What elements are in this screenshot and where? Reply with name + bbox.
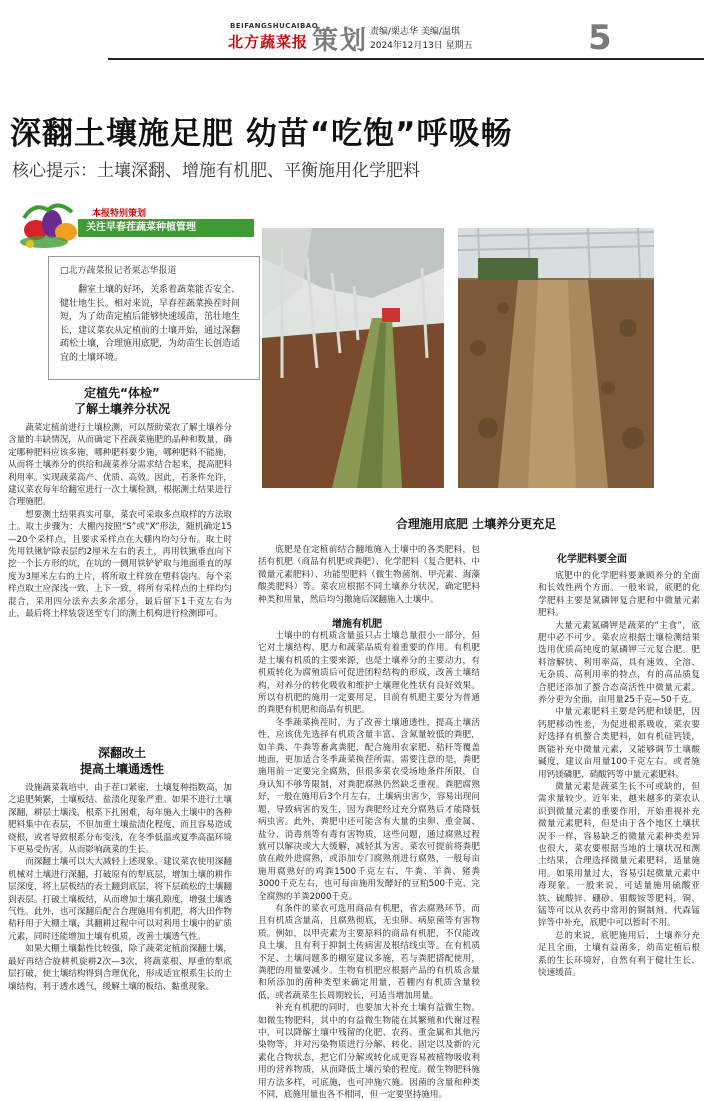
paper-pinyin: BEIFANGSHUCAIBAO	[230, 22, 319, 30]
section-heading-base-fertilizer: 合理施用底肥 土壤养分更充足	[395, 517, 557, 531]
base-fertilizer-intro	[258, 544, 480, 608]
paragraph: 有条件的菜农可选用商品有机肥，省去腐熟环节，而且有机质含量高，且腐熟彻底，无虫卵、病原菌等有害物质。例如，以甲壳素为主要原料的商品有机肥，不仅能改良土壤，且有利于抑制土传病害及根结线虫等。在有机质不足、土壤问题多的棚室建议多施，若与粪肥搭配使用，粪肥的用量要减少。生物有机肥应根据产品的有机质含量和所添加的菌种类型来确定用量，若棚内有机质含量较低，或者蔬菜生长周期较长，可适当增加用量。	[258, 903, 480, 1001]
deep-tilling-body	[8, 782, 232, 1060]
page-number: 5	[588, 18, 612, 58]
paragraph: 中量元素肥料主要是钙肥和镁肥，因钙肥移动性差，为促进根系吸收，菜农要好选择有机螯合类肥料，如有机硅钙镁，既能补充中微量元素，又能够调节土壤酸碱度，建议亩用量100千克左右。或者施用钙镁磷肥、硝酸钙等中量元素肥料。	[538, 707, 700, 780]
paragraph: 微量元素是蔬菜生长不可或缺的，但需求量较少。近年来，越来越多的菜农认识到微量元素的重要作用，开始重视补充微量元素肥料，但是由于各个地区土壤状况不一样，容易缺乏的微量元素种类差异也很大，菜农要根据当地的土壤状况和测土结果，合理选择微量元素肥料，适量施用。如果用量过大，容易引起微量元素中毒现象。一般来说，可适量施用硫酸亚铁、硫酸锌、硼砂、钼酸铵等肥料，铜、锰等可以从农药中常用的铜制剂、代森锰锌等中补充，底肥中可以暂时不用。	[538, 781, 700, 929]
organic-fertilizer-body	[258, 630, 480, 1101]
paragraph: 想要测土结果真实可靠，菜农可采取多点取样的方法取土。取土步骤为：大棚内按照“S”或“X”形法，随机确定15—20个采样点，且要求采样点在大棚内均匀分布。取土时先用铁锹铲除表层约2厘米左右的表土，再用铁锹垂直向下挖一个长方形的坑，在坑的一侧用铁铲铲取与地面垂直的厚度为3厘米左右的土片，将所取土样放在塑料袋内。每个采样点取土应深浅一致、上下一致，将所有采样点的土样均匀混合，采用四分法弃去多余部分，最后留下1千克左右为止，最后将土样装袋送至专门的测土机构进行检测即可。	[8, 509, 232, 620]
heading-line: 提高土壤通透性	[79, 762, 164, 776]
vegetables-illustration	[14, 200, 84, 252]
masthead	[0, 0, 708, 70]
series-banner: 关注早春茬蔬菜种植管理	[78, 219, 254, 237]
section-heading-soil-test	[22, 385, 222, 417]
section-heading-deep-tilling	[22, 745, 222, 777]
core-summary: 核心提示：土壤深翻、增施有机肥、平衡施用化学肥料	[12, 161, 420, 181]
masthead-rule	[108, 58, 704, 60]
soil-test-body	[8, 422, 232, 734]
paragraph: 大量元素氮磷钾是蔬菜的“主食”，底肥中必不可少。菜农应根据土壤检测结果选用优质高纯度的氮磷钾三元复合肥。肥料溶解快、利用率高，具有速效、全溶、无杂质、高利用率的特点，有的高品质复合肥还添加了螯合态高活性中微量元素。养分更为全面，亩用量25千克—50千克。	[538, 620, 700, 706]
paragraph: 土壤中的有机质含量虽只占土壤总量很小一部分，但它对土壤结构、肥力和蔬菜品质有着重要的作用。有机肥是土壤有机质的主要来源，也是土壤养分的主要动力，有机质转化为腐殖质后可促进团粒结构的形成，改善土壤结构，对养分的转化吸收和维护土壤理化性状有良好效果。所以有机肥的施用一定要用足，目前有机肥主要分为普通的粪肥有机肥和商品有机肥。	[258, 631, 480, 716]
special-report-label: 本报特别策划	[92, 209, 147, 219]
paragraph: 冬季蔬菜换茬时，为了改善土壤通透性，提高土壤活性，应该优先选择有机质含量丰富、含氮量较低的粪肥，如羊粪、牛粪等畜禽粪肥，配合施用农家肥、秸秆等覆盖地面，更加适合冬季蔬菜换茬所需。需要注意的是，粪肥施用前一定要完全腐熟，但很多菜农受场地条件所限，自身认知不够等限制，对粪肥腐熟仍然缺乏重视。粪肥腐熟好，一般在施用后3个月左右，土壤病虫害少，容易出现问题，导致病害的发生，因为粪肥经过充分腐熟后才能降低病虫害。此外，粪肥中还可能含有大量的虫卵、重金属、盐分、消毒剂等有毒有害物质，这些问题，通过腐熟过程就可以解决或大大缓解，减轻其为害。菜农可提前将粪肥放在敞外进腐熟，或添加专门腐熟剂进行腐熟，一般每亩施用腐熟好的鸡粪1500千克左右、牛粪、羊粪、猪粪3000千克左右，也可每亩施用发酵好的豆粕500千克、完全腐熟的羊粪2000千克。	[258, 717, 480, 902]
section-title: 策划	[312, 26, 369, 56]
page-headline: 深翻土壤施足肥 幼苗“吃饱”呼吸畅	[10, 116, 513, 152]
heading-line: 深翻改土	[97, 746, 146, 760]
intro-text: 翻室土壤的好坏，关系着蔬菜能否安全、健壮地生长。相对来说，早春茬蔬菜换茬时间短，为了幼苗定植后能够快速缓苗，茁壮地生长，建议菜农从定植前的土壤开始，通过深翻疏松土壤，合理施用底肥，为幼苗生长创造适宜的土壤环境。	[60, 285, 241, 363]
paragraph: 底肥是在定植前结合翻地施入土壤中的各类肥料，包括有机肥（商品有机肥或粪肥）、化学肥料（复合肥料、中微量元素肥料）、功能型肥料（微生物菌剂、甲壳素、海藻酸类肥料）等。菜农应根据不同土壤养分状况，确定肥料种类和用量，然后均匀撒施后深翻施入土壤中。	[258, 545, 480, 605]
subheading-chemical-fertilizer: 化学肥料要全面	[557, 554, 627, 565]
editor-credit: 责编/栗志华 美编/温琪	[370, 27, 460, 37]
greenhouse-tilling-photo	[262, 228, 444, 488]
paragraph: 补充有机肥的同时，也要加大补充土壤有益微生物。如微生物肥料，其中的有益微生物能在其繁殖和代谢过程中，可以降解土壤中残留的化肥、农药、重金属和其他污染物等，并对污染物质进行分解、转化、固定以及新的元素化合物状态，把它们分解或转化成更容易被植物吸收利用的营养物质，从而降低土壤污染的程度。微生物肥料施用方法多样，可底施，也可冲施穴施。因菌的含量和种类不同，底施用量也各不相同，但一定要坚持施用。	[258, 1003, 480, 1101]
paragraph: 蔬菜定植前进行土壤检测，可以帮助菜农了解土壤养分含量的丰缺情况，从而确定下茬蔬菜施肥的品种和数量，确定哪种肥料应该多施，哪种肥料要少施，哪种肥料不能施，从而将土壤养分的供给和蔬菜养分需求结合起来，提高肥料利用率。实现蔬菜高产、优质、高效。因此，若条件允许，建议菜农每年给翻室进行一次土壤检测，根据测土结果进行合理施肥。	[8, 423, 232, 508]
paragraph: 而深翻土壤可以大大减轻上述现象。建议菜农使用深翻机械对土壤进行深翻，打破原有的犁底层，增加土壤的耕作层深度，将上层板结的表土翻到底层，将下层疏松的土壤翻到表层。打破土壤板结，从而增加土壤孔隙度，增强土壤透气性。此外，也可深翻后配合合理施用有机肥，将大田作物秸秆用于大棚土壤，其翻耕过程中可以对利用土壤中的矿质元素，同时还能增加土壤有机质，改善土壤透气性。	[8, 857, 232, 942]
paragraph: 底肥中的化学肥料要兼顾养分的全面和长效性两个方面。一般来说，底肥的化学肥料主要是氮磷钾复合肥和中微量元素肥料。	[538, 571, 700, 619]
paper-name-logo: 北方蔬菜报	[228, 33, 309, 51]
plowed-soil-photo	[458, 228, 654, 488]
paragraph: 设施蔬菜栽培中，由于茬口紧密，土壤复种指数高，加之追肥频繁，土壤板结、盐渍化现象严重。如果不进行土壤深翻，耕层土壤浅，根系下扎困难，每年施入土壤中的各种肥料集中在表层，不但加重土壤盐渍化程度，而且容易造成烧根，或者导致根系分布变浅，在冬季低温或夏季高温环境下更易受伤害，从而影响蔬菜的生长。	[8, 783, 232, 856]
paragraph: 总的来说，底肥施用后，土壤养分充足且全面，土壤有益菌多，幼苗定植后根系的生长环境好，自然有利于健壮生长、快速缓苗。	[538, 930, 700, 978]
heading-line: 定植先“体检”	[84, 386, 160, 400]
subheading-organic-fertilizer: 增施有机肥	[332, 619, 382, 630]
chemical-fertilizer-body	[538, 570, 700, 1060]
reporter-byline: □北方蔬菜报记者栗志华报道	[60, 266, 177, 276]
issue-date: 2024年12月13日 星期五	[370, 41, 473, 51]
paragraph: 如果大棚土壤黏性比较强，除了蔬菜定植前深翻土壤，最好再结合旋耕机旋耕2次—3次，将蔬菜根、厚重的犁底层打破，使土壤结构得到合理优化，形成适宜根系生长的土壤结构，利于透水透气，缓解土壤的板结、黏重现象。	[8, 944, 232, 992]
heading-line: 了解土壤养分状况	[73, 402, 170, 416]
